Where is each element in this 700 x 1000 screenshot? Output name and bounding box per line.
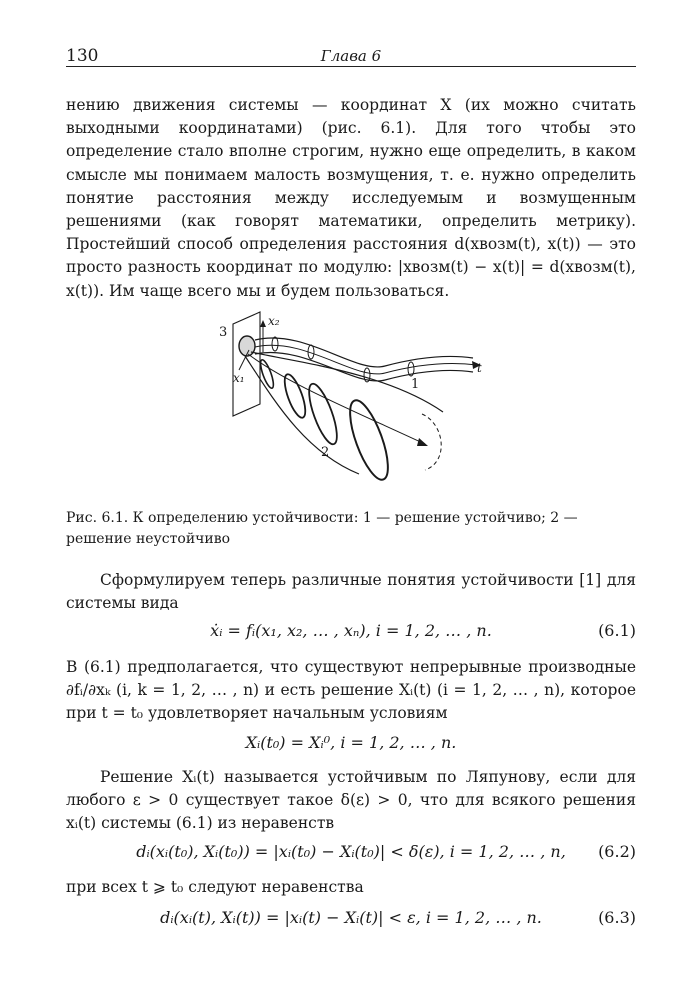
label-x1: x₁ xyxy=(233,371,245,385)
equation-initial xyxy=(66,733,636,759)
paragraph-intro: нению движения системы — координат X (их можно считать выходными координатами) (рис. 6.1). Для того чтобы это определение стало вполне строгим, нужно еще определить, в каком смысле мы понимаем малость возмущения, т. е. нужно определить понятие расстояния между исследуемым и возмущенным решениями (как говорят математики, определить метрику). Простейший способ определения расстояния d(xвозм(t), x(t)) — это просто разность координат по модулю: |xвозм(t) − x(t)| = d(xвозм(t), x(t)). Им чаще всего мы и будем пользоваться. xyxy=(66,96,636,300)
page-number: 130 xyxy=(66,46,99,66)
unstable-section xyxy=(258,359,276,390)
stability-diagram xyxy=(215,292,485,492)
equation-expression: Xᵢ(t₀) = Xᵢ⁰, i = 1, 2, … , n. xyxy=(245,733,457,752)
equation-expression: ẋᵢ = fᵢ(x₁, x₂, … , xₙ), i = 1, 2, … , n. xyxy=(210,621,492,640)
paragraph-lyapunov: Решение Xᵢ(t) называется устойчивым по Ляпунову, если для любого ε > 0 существует такое δ(ε) > 0, что для всякого решения xᵢ(t) системы (6.1) из неравенств xyxy=(66,768,636,833)
label-t: t xyxy=(477,361,482,375)
paragraph-assumption: В (6.1) предполагается, что существуют непрерывные производные ∂fᵢ/∂xₖ (i, k = 1, 2, … , n) и есть решение Xᵢ(t) (i = 1, 2, … , n), которое при t = t₀ удовлетворяет начальным условиям xyxy=(66,658,636,723)
label-plane: 3 xyxy=(219,325,228,340)
equation-number: (6.1) xyxy=(598,621,636,640)
label-unstable: 2 xyxy=(321,445,330,460)
figure-caption: Рис. 6.1. К определению устойчивости: 1 — решение устойчиво; 2 — решение неустойчиво xyxy=(66,510,578,547)
unstable-section xyxy=(281,372,310,420)
paragraph-formulate: Сформулируем теперь различные понятия устойчивости [1] для системы вида xyxy=(66,571,636,613)
paragraph-condition: при всех t ⩾ t₀ следуют неравенства xyxy=(66,878,364,896)
stable-tube-upper xyxy=(255,338,473,367)
page-header xyxy=(66,44,636,67)
initial-plane xyxy=(233,312,260,416)
chapter-title: Глава 6 xyxy=(320,47,382,65)
equation-number: (6.3) xyxy=(598,908,636,927)
label-x2: x₂ xyxy=(268,314,280,328)
equation-number: (6.2) xyxy=(598,842,636,861)
equation-6-1 xyxy=(66,621,636,647)
unstable-section xyxy=(304,381,343,447)
label-stable: 1 xyxy=(411,377,420,392)
stable-section xyxy=(272,337,278,351)
unstable-far-section xyxy=(422,414,441,470)
equation-6-2 xyxy=(66,842,636,868)
stability-figure xyxy=(215,292,485,492)
unstable-arrow-icon xyxy=(417,438,428,446)
x2-arrow-icon xyxy=(260,320,266,327)
equation-6-3 xyxy=(66,908,636,934)
equation-expression: dᵢ(xᵢ(t), Xᵢ(t)) = |xᵢ(t) − Xᵢ(t)| < ε, i = 1, 2, … , n. xyxy=(160,908,542,927)
equation-expression: dᵢ(xᵢ(t₀), Xᵢ(t₀)) = |xᵢ(t₀) − Xᵢ(t₀)| < δ(ε), i = 1, 2, … , n, xyxy=(136,842,566,861)
